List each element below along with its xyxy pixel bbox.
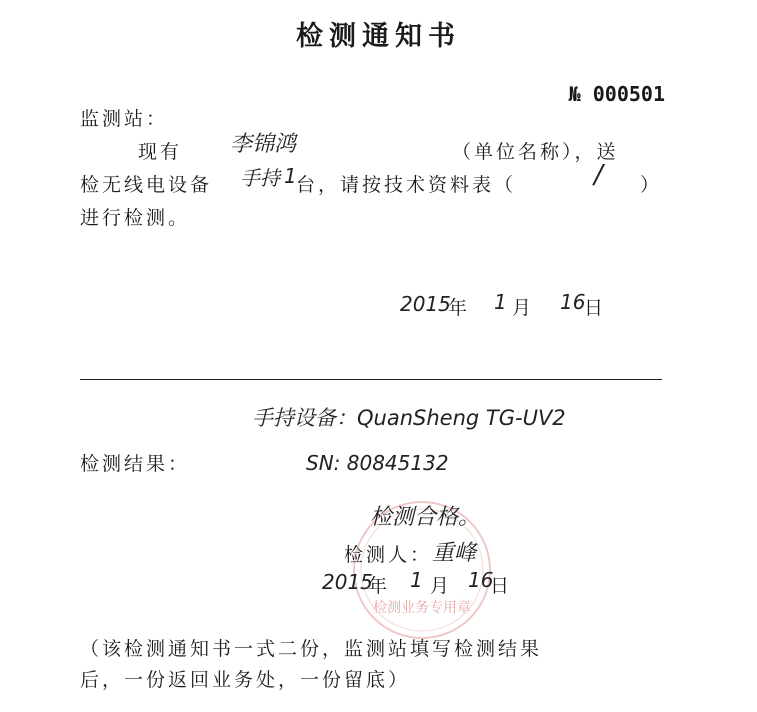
seal-text: 检测业务专用章	[373, 600, 471, 616]
handwritten-slash: /	[594, 160, 603, 190]
line1-prefix: 现有	[138, 141, 183, 163]
line2-prefix: 检无线电设备	[80, 174, 213, 196]
top-date-month-label: 月	[512, 297, 535, 319]
top-date-month-hw: 1	[494, 290, 507, 314]
footnote-line1: （该检测通知书一式二份，监测站填写检测结果	[80, 638, 543, 660]
top-date-year-hw: 2015	[400, 292, 451, 316]
bottom-date-year-hw: 2015	[322, 570, 373, 594]
handwritten-unit-name: 李锦鸿	[230, 132, 297, 157]
serial-number: № 000501	[568, 82, 665, 106]
document-title: 检测通知书	[296, 21, 461, 52]
handwritten-device-type: 手持	[240, 166, 280, 190]
station-label: 监测站：	[80, 108, 169, 130]
handwritten-serial-number: SN: 80845132	[306, 451, 449, 475]
line1-suffix: （单位名称），送	[452, 141, 619, 163]
line3: 进行检测。	[80, 207, 191, 229]
bottom-date-month-hw: 1	[410, 568, 423, 592]
handwritten-inspector: 重峰	[432, 541, 477, 566]
handwritten-device-model: 手持设备：QuanSheng TG-UV2	[252, 406, 566, 430]
bottom-date-month-label: 月	[430, 575, 453, 597]
top-date-year-label: 年	[448, 297, 471, 319]
top-date-day-label: 日	[584, 297, 607, 319]
handwritten-verdict: 检测合格。	[370, 505, 481, 530]
handwritten-count: 1	[284, 164, 297, 188]
bottom-date-day-hw: 16	[468, 568, 494, 592]
line2-mid: 台，请按技术资料表（	[296, 174, 517, 196]
section-divider	[80, 379, 662, 380]
inspector-label: 检测人：	[344, 544, 433, 566]
line2-end: ）	[640, 174, 663, 196]
bottom-date-day-label: 日	[490, 575, 513, 597]
bottom-date-year-label: 年	[368, 575, 391, 597]
top-date-day-hw: 16	[560, 290, 586, 314]
footnote-line2: 后，一份返回业务处，一份留底）	[80, 669, 411, 691]
result-label: 检测结果：	[80, 453, 191, 475]
